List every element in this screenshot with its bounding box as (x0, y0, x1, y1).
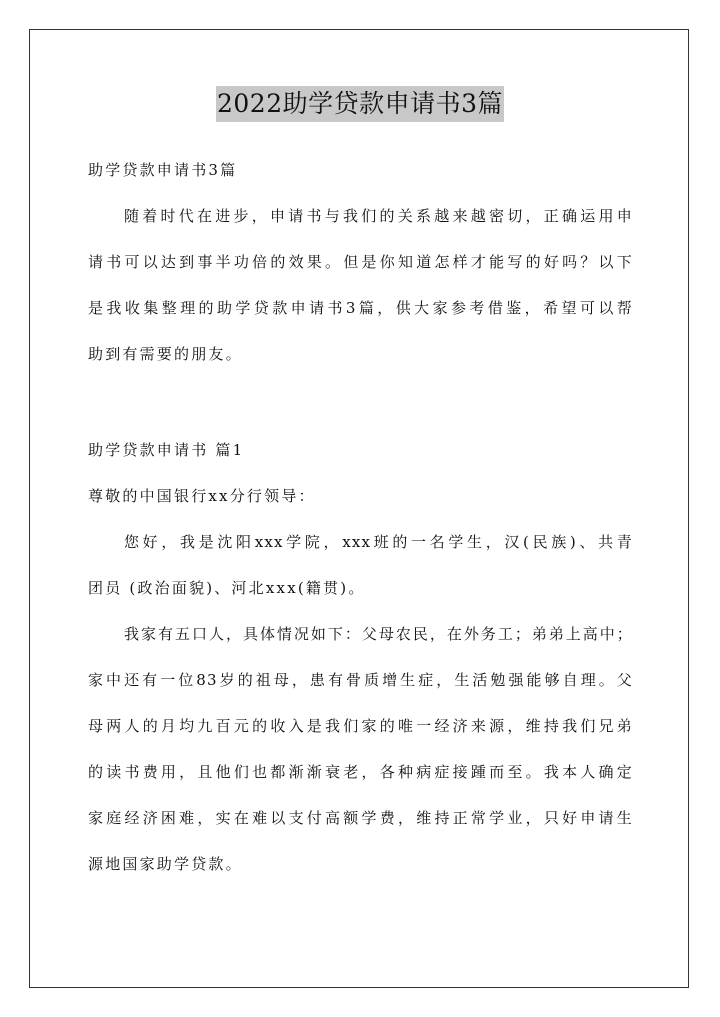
title-container (0, 86, 720, 122)
intro-line-3: 是我收集整理的助学贷款申请书3篇，供大家参考借鉴，希望可以帮 (88, 299, 633, 317)
body-line-8: 源地国家助学贷款。 (88, 855, 243, 873)
body-line-3: 我家有五口人，具体情况如下：父母农民，在外务工；弟弟上高中； (124, 625, 633, 643)
section-heading: 助学贷款申请书 篇1 (88, 441, 245, 459)
body-line-4: 家中还有一位83岁的祖母，患有骨质增生症，生活勉强能够自理。父 (88, 671, 633, 689)
body-line-5: 母两人的月均九百元的收入是我们家的唯一经济来源，维持我们兄弟 (88, 717, 633, 735)
body-line-1: 您好，我是沈阳xxx学院，xxx班的一名学生，汉(民族)、共青 (124, 533, 633, 551)
body-line-2: 团员 (政治面貌)、河北xxx(籍贯)。 (88, 579, 366, 597)
body-line-7: 家庭经济困难，实在难以支付高额学费，维持正常学业，只好申请生 (88, 809, 633, 827)
intro-line-1: 随着时代在进步，申请书与我们的关系越来越密切，正确运用申 (124, 207, 633, 225)
subtitle-line: 助学贷款申请书3篇 (88, 161, 238, 179)
document-title: 2022助学贷款申请书3篇 (216, 86, 504, 122)
salutation: 尊敬的中国银行xx分行领导： (88, 487, 316, 505)
intro-line-2: 请书可以达到事半功倍的效果。但是你知道怎样才能写的好吗？以下 (88, 253, 633, 271)
body-line-6: 的读书费用，且他们也都渐渐衰老，各种病症接踵而至。我本人确定 (88, 763, 633, 781)
intro-line-4: 助到有需要的朋友。 (88, 345, 243, 363)
